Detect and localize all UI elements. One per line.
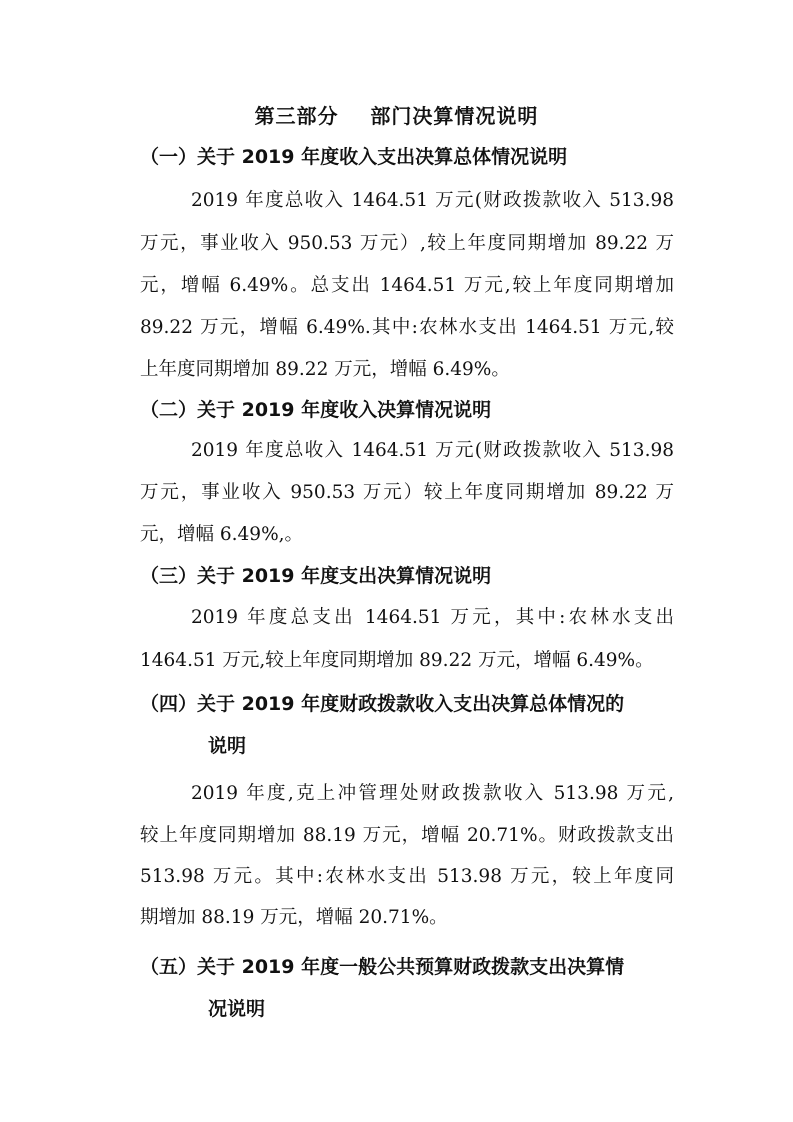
section-1-line-1: 2019 年度总收入 1464.51 万元(财政拨款收入 513.98	[191, 190, 674, 211]
section-4-line-2: 较上年度同期增加 88.19 万元，增幅 20.71%。财政拨款支出	[140, 825, 674, 846]
section-5-heading: （五）关于 2019 年度一般公共预算财政拨款支出决算情	[140, 956, 625, 978]
section-2-line-3: 元，增幅 6.49%,。	[140, 524, 304, 545]
page-title: 第三部分 部门决算情况说明	[254, 104, 539, 128]
section-4-line-4: 期增加 88.19 万元，增幅 20.71%。	[140, 907, 448, 928]
section-3-line-2: 1464.51 万元,较上年度同期增加 89.22 万元，增幅 6.49%。	[140, 650, 654, 671]
section-1-line-2: 万元，事业收入 950.53 万元）,较上年度同期增加 89.22 万	[140, 233, 674, 254]
section-2-line-2: 万元，事业收入 950.53 万元）较上年度同期增加 89.22 万	[140, 482, 674, 503]
section-5-heading-continued: 况说明	[208, 998, 266, 1020]
section-4-line-1: 2019 年度,克上冲管理处财政拨款收入 513.98 万元,	[191, 783, 674, 804]
section-1-line-3: 元，增幅 6.49%。总支出 1464.51 万元,较上年度同期增加	[140, 275, 674, 296]
section-4-line-3: 513.98 万元。其中:农林水支出 513.98 万元，较上年度同	[140, 866, 674, 887]
section-1-heading: （一）关于 2019 年度收入支出决算总体情况说明	[140, 146, 568, 168]
section-2-line-1: 2019 年度总收入 1464.51 万元(财政拨款收入 513.98	[191, 440, 674, 461]
section-1-line-5: 上年度同期增加 89.22 万元，增幅 6.49%。	[140, 359, 510, 380]
section-3-line-1: 2019 年度总支出 1464.51 万元，其中:农林水支出	[191, 607, 674, 628]
section-3-heading: （三）关于 2019 年度支出决算情况说明	[140, 565, 492, 587]
section-2-heading: （二）关于 2019 年度收入决算情况说明	[140, 399, 492, 421]
section-4-heading: （四）关于 2019 年度财政拨款收入支出决算总体情况的	[140, 693, 625, 715]
section-1-line-4: 89.22 万元，增幅 6.49%.其中:农林水支出 1464.51 万元,较	[140, 317, 674, 338]
section-4-heading-continued: 说明	[208, 735, 247, 757]
